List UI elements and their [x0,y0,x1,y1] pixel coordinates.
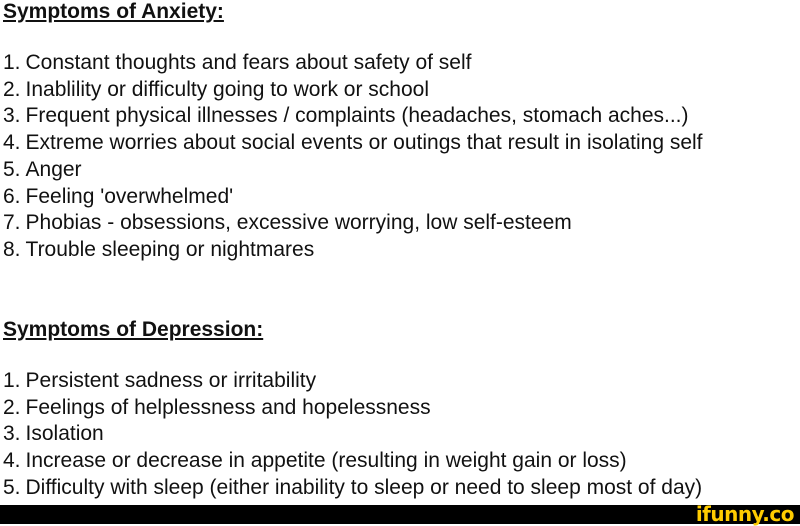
depression-list [3,368,702,502]
list-item: 1. Constant thoughts and fears about safety of self [3,51,472,74]
ifunny-logo: ifunny.co [695,502,794,526]
list-item: 2. Inablility or difficulty going to work or school [3,77,429,101]
list-item: 7. Phobias - obsessions, excessive worrying, low self-esteem [3,211,572,235]
list-item: 1. Persistent sadness or irritability [3,369,317,392]
list-item: 4. Extreme worries about social events or outings that result in isolating self [3,131,703,155]
list-item: 6. Feeling 'overwhelmed' [3,184,234,208]
anxiety-section [3,0,800,261]
list-item: 8. Trouble sleeping or nightmares [3,237,315,261]
list-item: 3. Frequent physical illnesses / complaints (headaches, stomach aches...) [3,104,689,128]
anxiety-list [3,50,703,264]
list-item: 5. Anger [3,157,82,181]
list-item: 2. Feelings of helplessness and hopelessness [3,395,431,419]
watermark-bar [0,502,800,526]
list-item: 4. Increase or decrease in appetite (resulting in weight gain or loss) [3,449,627,473]
depression-section [3,318,800,499]
list-item: 5. Difficulty with sleep (either inability to sleep or need to sleep most of day) [3,475,703,499]
depression-heading: Symptoms of Depression: [3,318,264,341]
list-item: 3. Isolation [3,422,104,446]
anxiety-heading: Symptoms of Anxiety: [3,0,224,23]
